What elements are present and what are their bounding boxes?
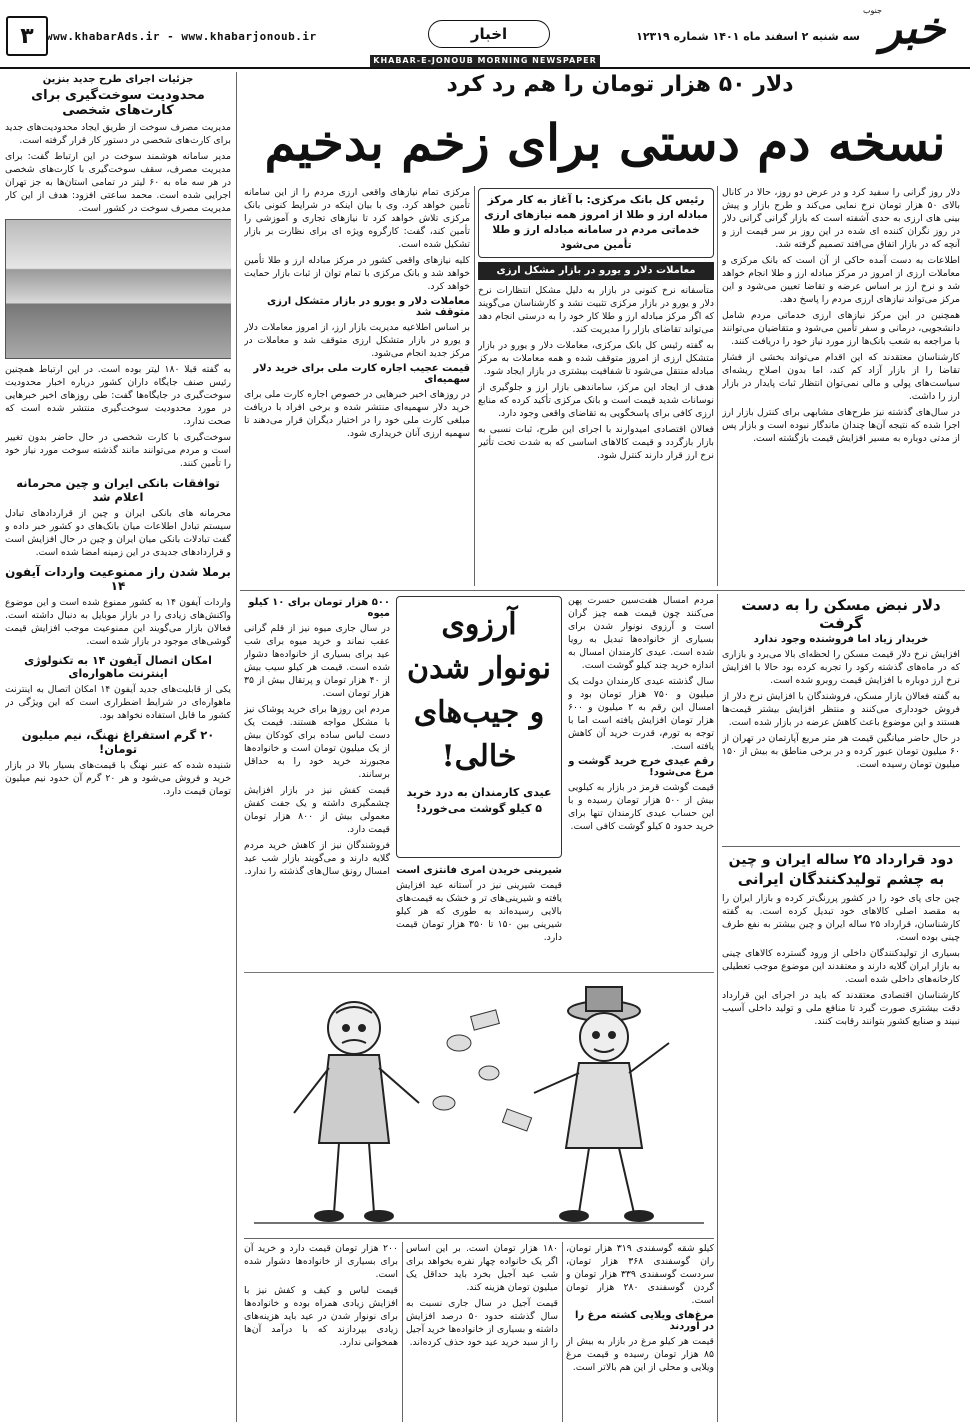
mid-paragraph: مردم امسال هفت‌سین حسرت پهن می‌کنند چون قیمت همه چیز گران است و آرزوی نونوار شدن برای بسیاری از خانواده‌ها تبدیل به رویا شده است. عیدی کارمندان امسال به اندازه خرید چند کیلو گوشت است. [568, 595, 714, 671]
feature-box [396, 596, 562, 858]
bottom-subheading: مرغ‌های ویلایی کشته مرغ را در آوردند [574, 1310, 714, 1332]
column-divider [236, 72, 237, 1422]
bottom-paragraph: ۲۰۰ هزار تومان قیمت دارد و خرید آن برای بسیاری از خانواده‌ها دشوار شده است. [244, 1243, 398, 1280]
mid-column-left [244, 594, 390, 969]
mid-subheading: ۵۰۰ هزار تومان برای ۱۰ کیلو میوه [248, 597, 390, 619]
lead-paragraph: فعالان اقتصادی امیدوارند با اجرای این طرح، ثبات نسبی به بازار بازگردد و قیمت کالاهای اساسی که به شدت تحت تأثیر نرخ ارز قرار دارند کنترل شود. [478, 424, 714, 461]
china-paragraph: بسیاری از تولیدکنندگان داخلی از ورود گسترده کالاهای چینی به بازار ایران گلایه دارند و معتقدند این موضوع موجب تعطیلی کارخانه‌های داخلی شده است. [722, 948, 960, 985]
mid-paragraph: سال گذشته عیدی کارمندان دولت یک میلیون و ۷۵۰ هزار تومان بود و امسال این رقم به ۲ میلیون و ۶۰۰ هزار تومان افزایش یافته است اما با توجه به تورم، قدرت خرید آن کاهش یافته است. [568, 676, 714, 752]
mid-paragraph: مردم این روزها برای خرید پوشاک نیز با مشکل مواجه هستند. قیمت یک دست لباس ساده برای کودکان بیش از یک میلیون تومان است و خانواده‌ها مجبورند خرید خود را به حداقل برسانند. [244, 704, 390, 780]
section-label: اخبار [428, 20, 550, 48]
lead-sub-box [478, 262, 714, 280]
lead-paragraph: در سال‌های گذشته نیز طرح‌های مشابهی برای کنترل بازار ارز اجرا شده که نتیجه آن‌ها چندان ماندگار نبوده است و بازار پس از مدتی دوباره به مسیر افزایش قیمت بازگشته است. [722, 407, 960, 444]
gas-station-photo [5, 219, 231, 359]
lead-paragraph: متأسفانه نرخ کنونی در بازار به دلیل مشکل انتظارات نرخ دلار و یورو در بازار مرکزی تثبیت نشد و کارشناسان می‌گویند که اگر مرکز مبادله ارز و طلا کار خود را به درستی انجام دهد می‌تواند تقاضای بازار را مدیریت کند. [478, 285, 714, 335]
lead-paragraph: اطلاعات به دست آمده حاکی از آن است که بانک مرکزی و معاملات ارزی از امروز در مرکز مبادله ارز و طلا انجام خواهد شد و نرخ ارز بر اساس عرضه و تقاضا تعیین می‌شود و این مرکز می‌تواند نیازهای ارزی مردم را پاسخ دهد. [722, 255, 960, 305]
mid-paragraph: قیمت شیرینی نیز در آستانه عید افزایش یافته و شیرینی‌های تر و خشک به قیمت‌های بالایی رسیده‌اند به طوری که هر کیلو شیرینی بین ۱۵۰ تا ۳۵۰ هزار تومان قیمت دارد. [396, 880, 562, 943]
lead-intro-text: رئیس کل بانک مرکزی: با آغاز به کار مرکز مبادله ارز و طلا از امروز همه نیازهای ارزی خدماتی مردم در سامانه مبادله ارز و طلا تأمین می‌شود [484, 194, 708, 251]
lead-column-3 [244, 186, 470, 586]
sidebar-paragraph: به گفته قبلا ۱۸۰ لیتر بوده است. در این ارتباط همچنین رئیس صنف جایگاه داران کشور درباره اخبار محدودیت سوخت‌گیری در جایگاه‌ها گفت: طی روزهای اخیر خبرهایی در مورد محدودیت سوخت‌گیری منتشر شده است که صحت ندارد. [5, 364, 231, 427]
figure-left [294, 1002, 419, 1221]
flying-money [433, 1010, 532, 1131]
english-strip: KHABAR-E-JONOUB MORNING NEWSPAPER [370, 55, 600, 67]
sidebar-column [5, 72, 231, 1422]
mid-column-middle [396, 862, 562, 970]
dateline: سه شنبه ۲ اسفند ماه ۱۴۰۱ شماره ۱۲۳۱۹ [636, 30, 860, 43]
sidebar-headline-3: برملا شدن راز ممنوعیت واردات آیفون ۱۴ [5, 565, 231, 593]
sidebar-paragraph: محرمانه های بانکی ایران و چین از قراردادهای تبادل سیستم تبادل اطلاعات میان بانک‌های دو کشور خبر داده و گفت تبادلات بانکی میان ایران و چین در حال افزایش است و قراردادهای جدیدی در این زمینه امضا شده است. [5, 508, 231, 558]
lead-intro-box [478, 188, 714, 258]
cartoon-drawing [244, 973, 714, 1236]
feature-headline: آرزوی نونوار شدن و جیب‌های خالی! [407, 607, 551, 774]
bottom-paragraph: قیمت آجیل در سال جاری نسبت به سال گذشته حدود ۵۰ درصد افزایش داشته و بسیاری از خانواده‌ها خرید آجیل را از سبد خرید عید خود حذف کرده‌اند. [406, 1298, 558, 1348]
mid-column-right [568, 594, 714, 969]
lead-paragraph: کارشناسان معتقدند که این اقدام می‌تواند بخشی از فشار تقاضا را از بازار آزاد کم کند، اما بدون اصلاح ریشه‌ای سیاست‌های پولی و مالی نمی‌توان انتظار ثبات پایدار در بازار ارز را داشت. [722, 352, 960, 402]
sidebar-headline-5: ۲۰ گرم استفراغ نهنگ، نیم میلیون تومان! [21, 728, 215, 756]
column-divider [717, 594, 718, 1422]
china-headline: به چشم تولیدکنندگان ایرانی [737, 870, 945, 888]
china-paragraph: چین جای پای خود را در کشور پررنگ‌تر کرده و بازار ایران را به مقصد اصلی کالاهای خود تبدیل کرده است. به گفته کارشناسان، قرارداد ۲۵ ساله ایران و چین بیشتر به نفع طرف چینی بوده است. [722, 893, 960, 943]
housing-story [722, 594, 960, 842]
bottom-paragraph: ۱۸۰ هزار تومان است. بر این اساس اگر یک خانواده چهار نفره بخواهد برای شب عید آجیل بخرد باید حداقل یک میلیون تومان هزینه کند. [406, 1243, 558, 1293]
sidebar-headline-4: امکان اتصال آیفون ۱۴ به تکنولوژی اینترنت ماهواره‌ای [24, 654, 212, 680]
lead-paragraph: همچنین در این مرکز نیازهای ارزی خدماتی مردم شامل دانشجویی، درمانی و سفر تأمین می‌شود و متقاضیان می‌توانند با مراجعه به شعب بانک‌ها ارز مورد نیاز خود را دریافت کنند. [722, 310, 960, 347]
bottom-column-left [244, 1242, 398, 1422]
section-divider [240, 590, 965, 591]
feature-subheadline: عیدی کارمندان به درد خرید ۵ کیلو گوشت می‌خورد! [406, 786, 552, 815]
bottom-paragraph: کیلو شقه گوسفندی ۳۱۹ هزار تومان، ران گوسفندی ۳۶۸ هزار تومان، سردست گوسفندی ۳۳۹ هزار تومان و گردن گوسفندی ۲۸۰ هزار تومان است. [566, 1243, 714, 1306]
lead-column-2 [478, 284, 714, 586]
section-divider [244, 1238, 714, 1239]
masthead [0, 0, 970, 70]
bottom-column-right [566, 1242, 714, 1422]
lead-sub-text: معاملات دلار و یورو در بازار مشکل ارزی [496, 265, 696, 276]
china-paragraph: کارشناسان اقتصادی معتقدند که باید در اجرای این قرارداد دقت بیشتری صورت گیرد تا منافع ملی و تولید داخلی آسیب نبیند و صنایع کشور بتوانند رقابت کنند. [722, 990, 960, 1027]
housing-subheadline: خریدار زیاد اما فروشنده وجود ندارد [753, 634, 929, 645]
lead-paragraph: دلار روز گرانی را سفید کرد و در عرض دو روز، حالا در کانال بالای ۵۰ هزار تومان نرخ نمایی می‌کند و طرح بازار و پیش بینی های ارزی به حدی آشفته است که بازار گرانی گرانی دلار در روز نگران کننده ای شده در این روز بر سر قیمت ارز و آنچه که در بازار اتفاق می‌افتد تصمیم گرفته شد. [722, 187, 960, 250]
mid-paragraph: قیمت کفش نیز در بازار افزایش چشمگیری داشته و یک جفت کفش معمولی بیش از ۸۰۰ هزار تومان قیمت دارد. [244, 785, 390, 835]
figure-right [534, 987, 669, 1221]
sidebar-paragraph: واردات آیفون ۱۴ به کشور ممنوع شده است و این موضوع واکنش‌های زیادی را در بازار موبایل به دنبال داشته است. فعالان بازار می‌گویند این ممنوعیت موجب افزایش قیمت گوشی‌های موجود در بازار شده است. [5, 597, 231, 647]
sidebar-headline-2: توافقات بانکی ایران و چین محرمانه اعلام شد [16, 476, 220, 504]
sidebar-headline: محدودیت سوخت‌گیری برای کارت‌های شخصی [31, 88, 205, 118]
lead-kicker: دلار ۵۰ هزار تومان را هم رد کرد [446, 72, 794, 97]
sidebar-paragraph: شنیده شده که عنبر نهنگ با قیمت‌های بسیار بالا در بازار خرید و فروش می‌شود و هر ۲۰ گرم آن حدود نیم میلیون تومان قیمت دارد. [5, 760, 231, 797]
bottom-paragraph: قیمت هر کیلو مرغ در بازار به بیش از ۸۵ هزار تومان رسیده و قیمت مرغ ویلایی و محلی از این هم بالاتر است. [566, 1336, 714, 1373]
lead-headline: نسخه دم دستی برای زخم بدخیم [264, 113, 946, 172]
lead-paragraph: کلیه نیازهای واقعی کشور در مرکز مبادله ارز و طلا تأمین خواهد شد و بانک مرکزی با تمام توان از ثبات بازار حمایت خواهد کرد. [244, 255, 470, 292]
lead-paragraph: به گفته رئیس کل بانک مرکزی، معاملات دلار و یورو در بازار متشکل ارزی از امروز متوقف شده و همه معاملات به مرکز مبادله منتقل می‌شود تا شفافیت بیشتری در بازار ایجاد شود. [478, 340, 714, 377]
lead-paragraph: بر اساس اطلاعیه مدیریت بازار ارز، از امروز معاملات دلار و یورو در بازار متشکل ارزی متوقف شد و معاملات در مرکز جدید انجام می‌شود. [244, 322, 470, 359]
mid-paragraph: در سال جاری میوه نیز از قلم گرانی عقب نماند و خرید میوه برای شب عید برای بسیاری از خانواده‌ها دشوار شده است. قیمت هر کیلو سیب بیش از ۴۰ هزار تومان و پرتقال بیش از ۳۵ هزار تومان است. [244, 623, 390, 699]
logo-text: خبر [880, 3, 946, 54]
sidebar-paragraph: مدیر سامانه هوشمند سوخت در این ارتباط گفت: برای مدیریت مصرف، سقف سوخت‌گیری با کارت‌های شخصی در هر سه ماه به ۶۰ لیتر در تمامی استان‌ها به جز تهران اجرایی شده است. محمد ساعتی افزود: هدف از این کار مدیریت مصرف سوخت در کشور است. [5, 151, 231, 214]
column-divider [562, 1242, 563, 1422]
housing-headline: دلار نبض مسکن را به دست گرفت [741, 596, 941, 632]
column-divider [402, 1242, 403, 1422]
lead-paragraph: در روزهای اخیر خبرهایی در خصوص اجاره کارت ملی برای خرید دلار سهمیه‌ای منتشر شده و برخی افراد با دریافت مبلغی کارت ملی خود را در اختیار دیگران قرار می‌دهند تا سهمیه ارزی آنان خریداری شود. [244, 389, 470, 439]
housing-paragraph: افزایش نرخ دلار قیمت مسکن را لحظه‌ای بالا می‌برد و بازاری که در ماه‌های گذشته رکود را تجربه کرده بود حالا با افزایش نرخ ارز دوباره با افزایش قیمت روبرو شده است. [722, 649, 960, 686]
sidebar-paragraph: مدیریت مصرف سوخت از طریق ایجاد محدودیت‌های جدید برای کارت‌های شخصی در دستور کار قرار گرفته است. [5, 122, 231, 146]
site-urls[interactable]: www.khabarAds.ir - www.khabarjonoub.ir [46, 30, 317, 43]
china-kicker: دود قرارداد ۲۵ ساله ایران و چین [728, 852, 954, 868]
sidebar-paragraph: سوخت‌گیری با کارت شخصی در حال حاضر بدون تغییر است و مردم می‌توانند مانند گذشته سوخت مورد نیاز خود را تأمین کنند. [5, 432, 231, 469]
mid-subheading: شیرینی خریدن امری فانتزی است [396, 865, 562, 876]
sidebar-kicker: جزئیات اجرای طرح جدید بنزین [42, 74, 194, 85]
page-number: ۳ [6, 16, 48, 56]
housing-paragraph: به گفته فعالان بازار مسکن، فروشندگان با افزایش نرخ دلار از فروش خودداری می‌کنند و منتظر افزایش بیشتر قیمت‌ها هستند و این موضوع باعث کاهش عرضه در بازار شده است. [722, 691, 960, 728]
lead-paragraph: مرکزی تمام نیازهای واقعی ارزی مردم را از این سامانه تأمین خواهد کرد. وی با بیان اینکه در شرایط کنونی بانک مرکزی تلاش خواهد کرد تا نیازهای تجاری و آموزشی را تأمین کند، گفت: کارگروه ویژه ای برای نظارت بر بازار تشکیل شده است. [244, 187, 470, 250]
section-divider [722, 846, 960, 847]
cartoon-illustration [244, 972, 714, 1236]
column-divider [717, 186, 718, 586]
bottom-paragraph: قیمت لباس و کیف و کفش نیز با افزایش زیادی همراه بوده و خانواده‌ها برای نونوار شدن در عید باید هزینه‌های زیادی بپردازند که با درآمد آن‌ها همخوانی ندارد. [244, 1285, 398, 1348]
lead-column-1 [722, 186, 960, 586]
mid-paragraph: قیمت گوشت قرمز در بازار به کیلویی بیش از ۵۰۰ هزار تومان رسیده و با این حساب عیدی کارمندان تنها برای خرید حدود ۵ کیلو گوشت کافی است. [568, 782, 714, 832]
lead-subheading: قیمت عجیب اجاره کارت ملی برای خرید دلار سهمیه‌ای [253, 363, 470, 385]
mid-subheading: رقم عیدی خرج خرید گوشت و مرغ می‌شود! [568, 756, 714, 778]
china-story [722, 850, 960, 1422]
lead-paragraph: هدف از ایجاد این مرکز، ساماندهی بازار ارز و جلوگیری از نوسانات شدید قیمت است و بانک مرکزی تأکید کرده که منابع ارزی کافی برای پاسخگویی به تقاضای واقعی وجود دارد. [478, 382, 714, 419]
sidebar-paragraph: یکی از قابلیت‌های جدید آیفون ۱۴ امکان اتصال به اینترنت ماهواره‌ای در شرایط اضطراری است که این ویژگی در کشور ما قابل استفاده نخواهد بود. [5, 684, 231, 721]
mid-paragraph: فروشندگان نیز از کاهش خرید مردم گلایه دارند و می‌گویند بازار شب عید امسال رونق سال‌های گذشته را ندارد. [244, 840, 390, 877]
lead-subheading: معاملات دلار و یورو در بازار متشکل ارزی متوقف شد [267, 296, 470, 318]
bottom-column-middle [406, 1242, 558, 1422]
housing-paragraph: در حال حاضر میانگین قیمت هر متر مربع آپارتمان در تهران از ۶۰ میلیون تومان عبور کرده و در برخی مناطق به بیش از ۱۵۰ میلیون تومان رسیده است. [722, 733, 960, 770]
column-divider [474, 186, 475, 586]
logo-subtitle: جنوب [862, 6, 882, 15]
header-rule [0, 67, 970, 69]
